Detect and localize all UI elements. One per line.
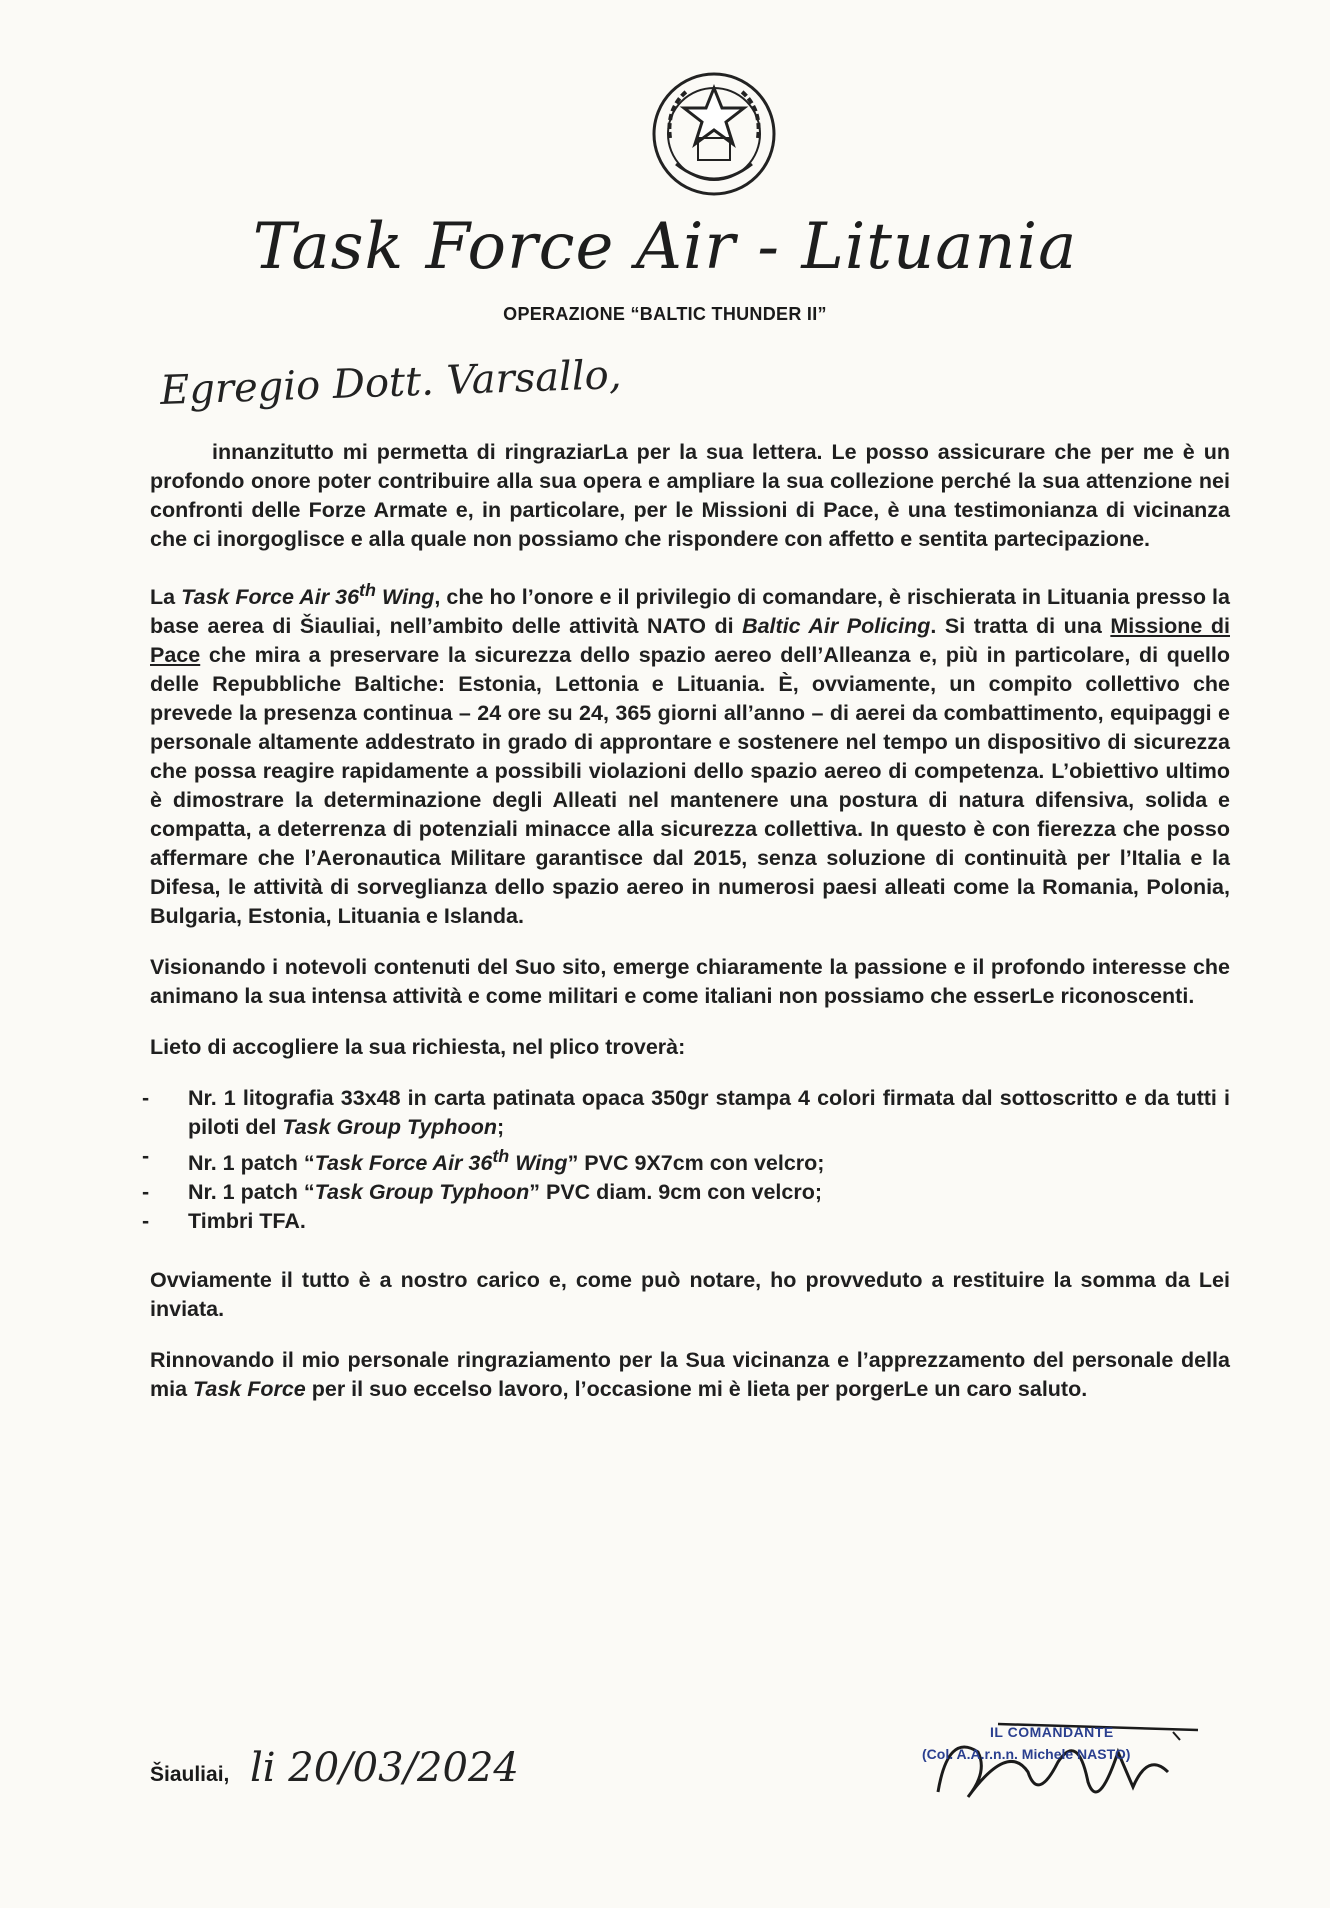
paragraph-thanks: innanzitutto mi permetta di ringraziarLa per la sua lettera. Le posso assicurare che per me è un profondo onore poter contribuire alla sua opera e ampliare la sua collezione perché la sua attenzione nei confronti delle Forze Armate e, in particolare, per le Missioni di Pace, è una testimonianza di vicinanza che ci inorgoglisce e alla quale non possiamo che rispondere con affetto e sentita partecipazione. xyxy=(150,440,1230,551)
operation-name: OPERAZIONE “BALTIC THUNDER II” xyxy=(503,304,827,324)
italian-republic-emblem-icon xyxy=(648,68,780,200)
list-item: - Nr. 1 litografia 33x48 in carta patinata opaca 350gr stampa 4 colori firmata dal sottoscritto e da tutti i piloti del Task Group Typhoon; xyxy=(142,1086,1230,1140)
paragraph-website: Visionando i notevoli contenuti del Suo sito, emerge chiaramente la passione e il profondo interesse che animano la sua intensa attività e come militari e come italiani non possiamo che esserLe riconoscenti. xyxy=(150,955,1230,1009)
paragraph-enclosures-intro: Lieto di accogliere la sua richiesta, nel plico troverà: xyxy=(150,1035,686,1060)
stamp-title: IL COMANDANTE xyxy=(990,1724,1114,1740)
list-item: - Nr. 1 patch “Task Group Typhoon” PVC diam. 9cm con velcro; xyxy=(142,1180,823,1205)
stamp-name: (Col. A.A.r.n.n. Michele NASTO) xyxy=(922,1746,1131,1762)
list-item: - Nr. 1 patch “Task Force Air 36th Wing” PVC 9X7cm con velcro; xyxy=(142,1144,825,1176)
enclosures-list xyxy=(142,1084,1230,1236)
paragraph-costs: Ovviamente il tutto è a nostro carico e, come può notare, ho provveduto a restituire la somma da Lei inviata. xyxy=(150,1268,1230,1322)
handwritten-date: li 20/03/2024 xyxy=(250,1745,519,1791)
paragraph-closing: Rinnovando il mio personale ringraziamento per la Sua vicinanza e l’apprezzamento del personale della mia Task Force per il suo eccelso lavoro, l’occasione mi è lieta per porgerLe un caro saluto. xyxy=(150,1348,1230,1402)
handwritten-salutation: Egregio Dott. Varsallo, xyxy=(159,351,623,415)
task-force-title: Task Force Air - Lituania xyxy=(252,210,1078,284)
place: Šiauliai, xyxy=(150,1763,230,1786)
letter-body xyxy=(142,438,1230,1426)
list-item: - Timbri TFA. xyxy=(142,1209,306,1234)
paragraph-mission: La Task Force Air 36th Wing, che ho l’onore e il privilegio di comandare, è rischierata in Lituania presso la base aerea di Šiauliai, nell’ambito delle attività NATO di Baltic Air Policing. Si tratta di una Missione di Pace che mira a preservare la sicurezza dello spazio aereo dell’Alleanza e, più in particolare, di quello delle Repubbliche Baltiche: Estonia, Lettonia e Lituania. È, ovviamente, un compito collettivo che prevede la presenza continua – 24 ore su 24, 365 giorni all’anno – di aerei da combattimento, equipaggi e personale altamente addestrato in grado di approntare e sostenere nel tempo un dispositivo di sicurezza che possa reagire rapidamente a possibili violazioni dello spazio aereo di competenza. L’obiettivo ultimo è dimostrare la determinazione degli Alleati nel mantenere una postura di natura difensiva, solida e compatta, a deterrenza di potenziali minacce alla sicurezza collettiva. In questo è con fierezza che posso affermare che l’Aeronautica Militare garantisce dal 2015, senza soluzione di continuità per l’Italia e la Difesa, le attività di sorveglianza dello spazio aereo in numerosi paesi alleati come la Romania, Polonia, Bulgaria, Estonia, Lituania e Islanda. xyxy=(150,580,1230,929)
